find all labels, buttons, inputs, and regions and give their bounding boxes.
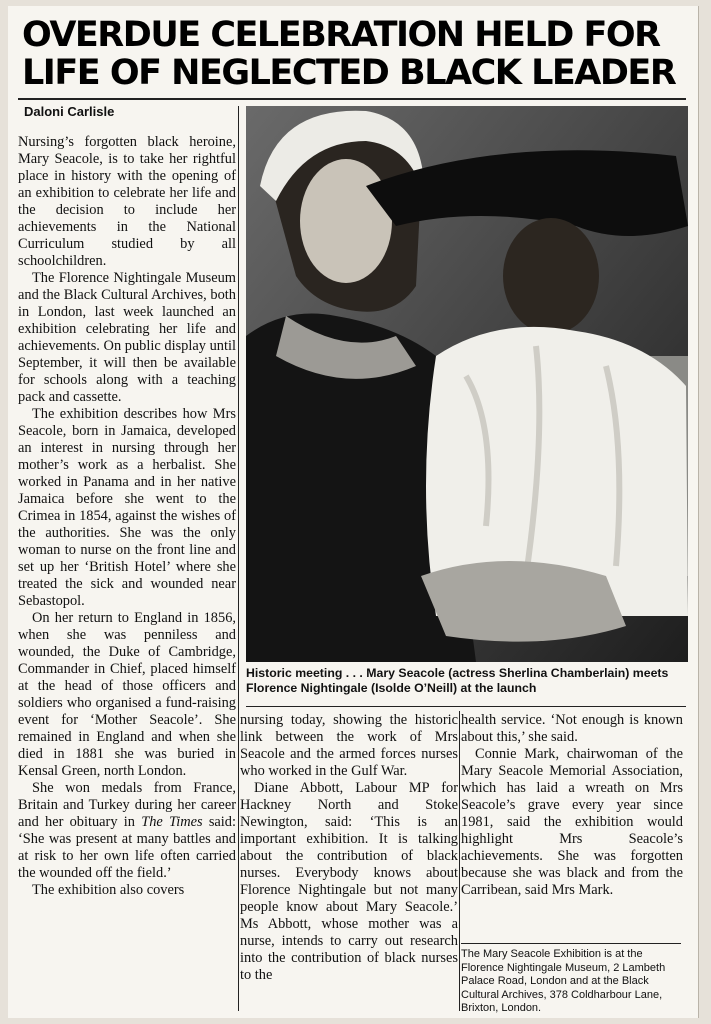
newspaper-page — [8, 6, 699, 1018]
byline: Daloni Carlisle — [24, 104, 115, 119]
column-rule-2 — [459, 711, 460, 1011]
exhibition-info-box: The Mary Seacole Exhibition is at the Florence Nightingale Museum, 2 Lambeth Palace Road, London and at the Black Cultural Archives, 378 Coldharbour Lane, Brixton, London. — [461, 948, 666, 1014]
caption-rule — [246, 706, 686, 707]
headline: OVERDUE CELEBRATION HELD FOR LIFE OF NEGLECTED BLACK LEADER — [22, 15, 676, 93]
headline-rule — [18, 98, 686, 100]
paragraph: Nursing’s forgotten black heroine, Mary Seacole, is to take her rightful place in history with the opening of an exhibition to celebrate her life and the decision to include her achievements in the National Curriculum studied by all schoolchildren. — [18, 134, 236, 269]
article-column-2 — [240, 712, 458, 984]
paragraph: The exhibition describes how Mrs Seacole, born in Jamaica, developed an interest in nursing through her mother’s work as a herbalist. She worked in Panama and in her native Jamaica before she went to the Crimea in 1854, against the wishes of the authorities. She was the only woman to nurse on the front line and set up her ‘British Hotel’ where she treated the sick and wounded near Sebastopol. — [18, 406, 236, 609]
paragraph — [18, 780, 236, 882]
paragraph-text: said: ‘She was present at many battles and at risk to her own life often carried the wounded off the field.’ — [18, 814, 236, 881]
photo-illustration — [246, 106, 688, 662]
column-rule-1 — [238, 106, 239, 1011]
newspaper-name: The Times — [141, 814, 203, 830]
paragraph: The Florence Nightingale Museum and the Black Cultural Archives, both in London, last week launched an exhibition celebrating her life and achievements. On public display until September, it will then be available for schools along with a teaching pack and cassette. — [18, 270, 236, 405]
photo-caption: Historic meeting . . . Mary Seacole (actress Sherlina Chamberlain) meets Florence Nightingale (Isolde O’Neill) at the launch — [246, 666, 669, 695]
paragraph: Diane Abbott, Labour MP for Hackney North and Stoke Newington, said: ‘This is an important exhibition. It is talking about the contribution of black nurses. Everybody knows about Florence Nightingale but not many people know about Mary Seacole.’ Ms Abbott, whose mother was a nurse, intends to carry out research into the contribution of black nurses to the — [240, 780, 458, 983]
paragraph: Connie Mark, chairwoman of the Mary Seacole Memorial Association, which has laid a wreath on Mrs Seacole’s grave every year since 1981, said the exhibition would highlight Mrs Seacole’s achievements. She was forgotten because she was black and from the Carribean, said Mrs Mark. — [461, 746, 683, 898]
paragraph: The exhibition also covers — [32, 882, 185, 898]
paragraph: health service. ‘Not enough is known about this,’ she said. — [461, 712, 683, 745]
photo-historic-meeting — [246, 106, 688, 662]
article-column-3 — [461, 712, 683, 899]
paragraph-text: She won medals from France, Britain and Turkey during her career and her obituary in — [18, 780, 236, 830]
paragraph: nursing today, showing the historic link between the work of Mrs Seacole and the armed forces nurses who worked in the Gulf War. — [240, 712, 458, 779]
paragraph: On her return to England in 1856, when she was penniless and wounded, the Duke of Cambridge, Commander in Chief, placed himself at the head of those officers and soldiers who organised a fund-raising event for ‘Mother Seacole’. She remained in England and when she died in 1881 she was buried in Kensal Green, north London. — [18, 610, 236, 779]
infobox-rule — [461, 943, 681, 944]
article-column-1 — [18, 134, 236, 899]
